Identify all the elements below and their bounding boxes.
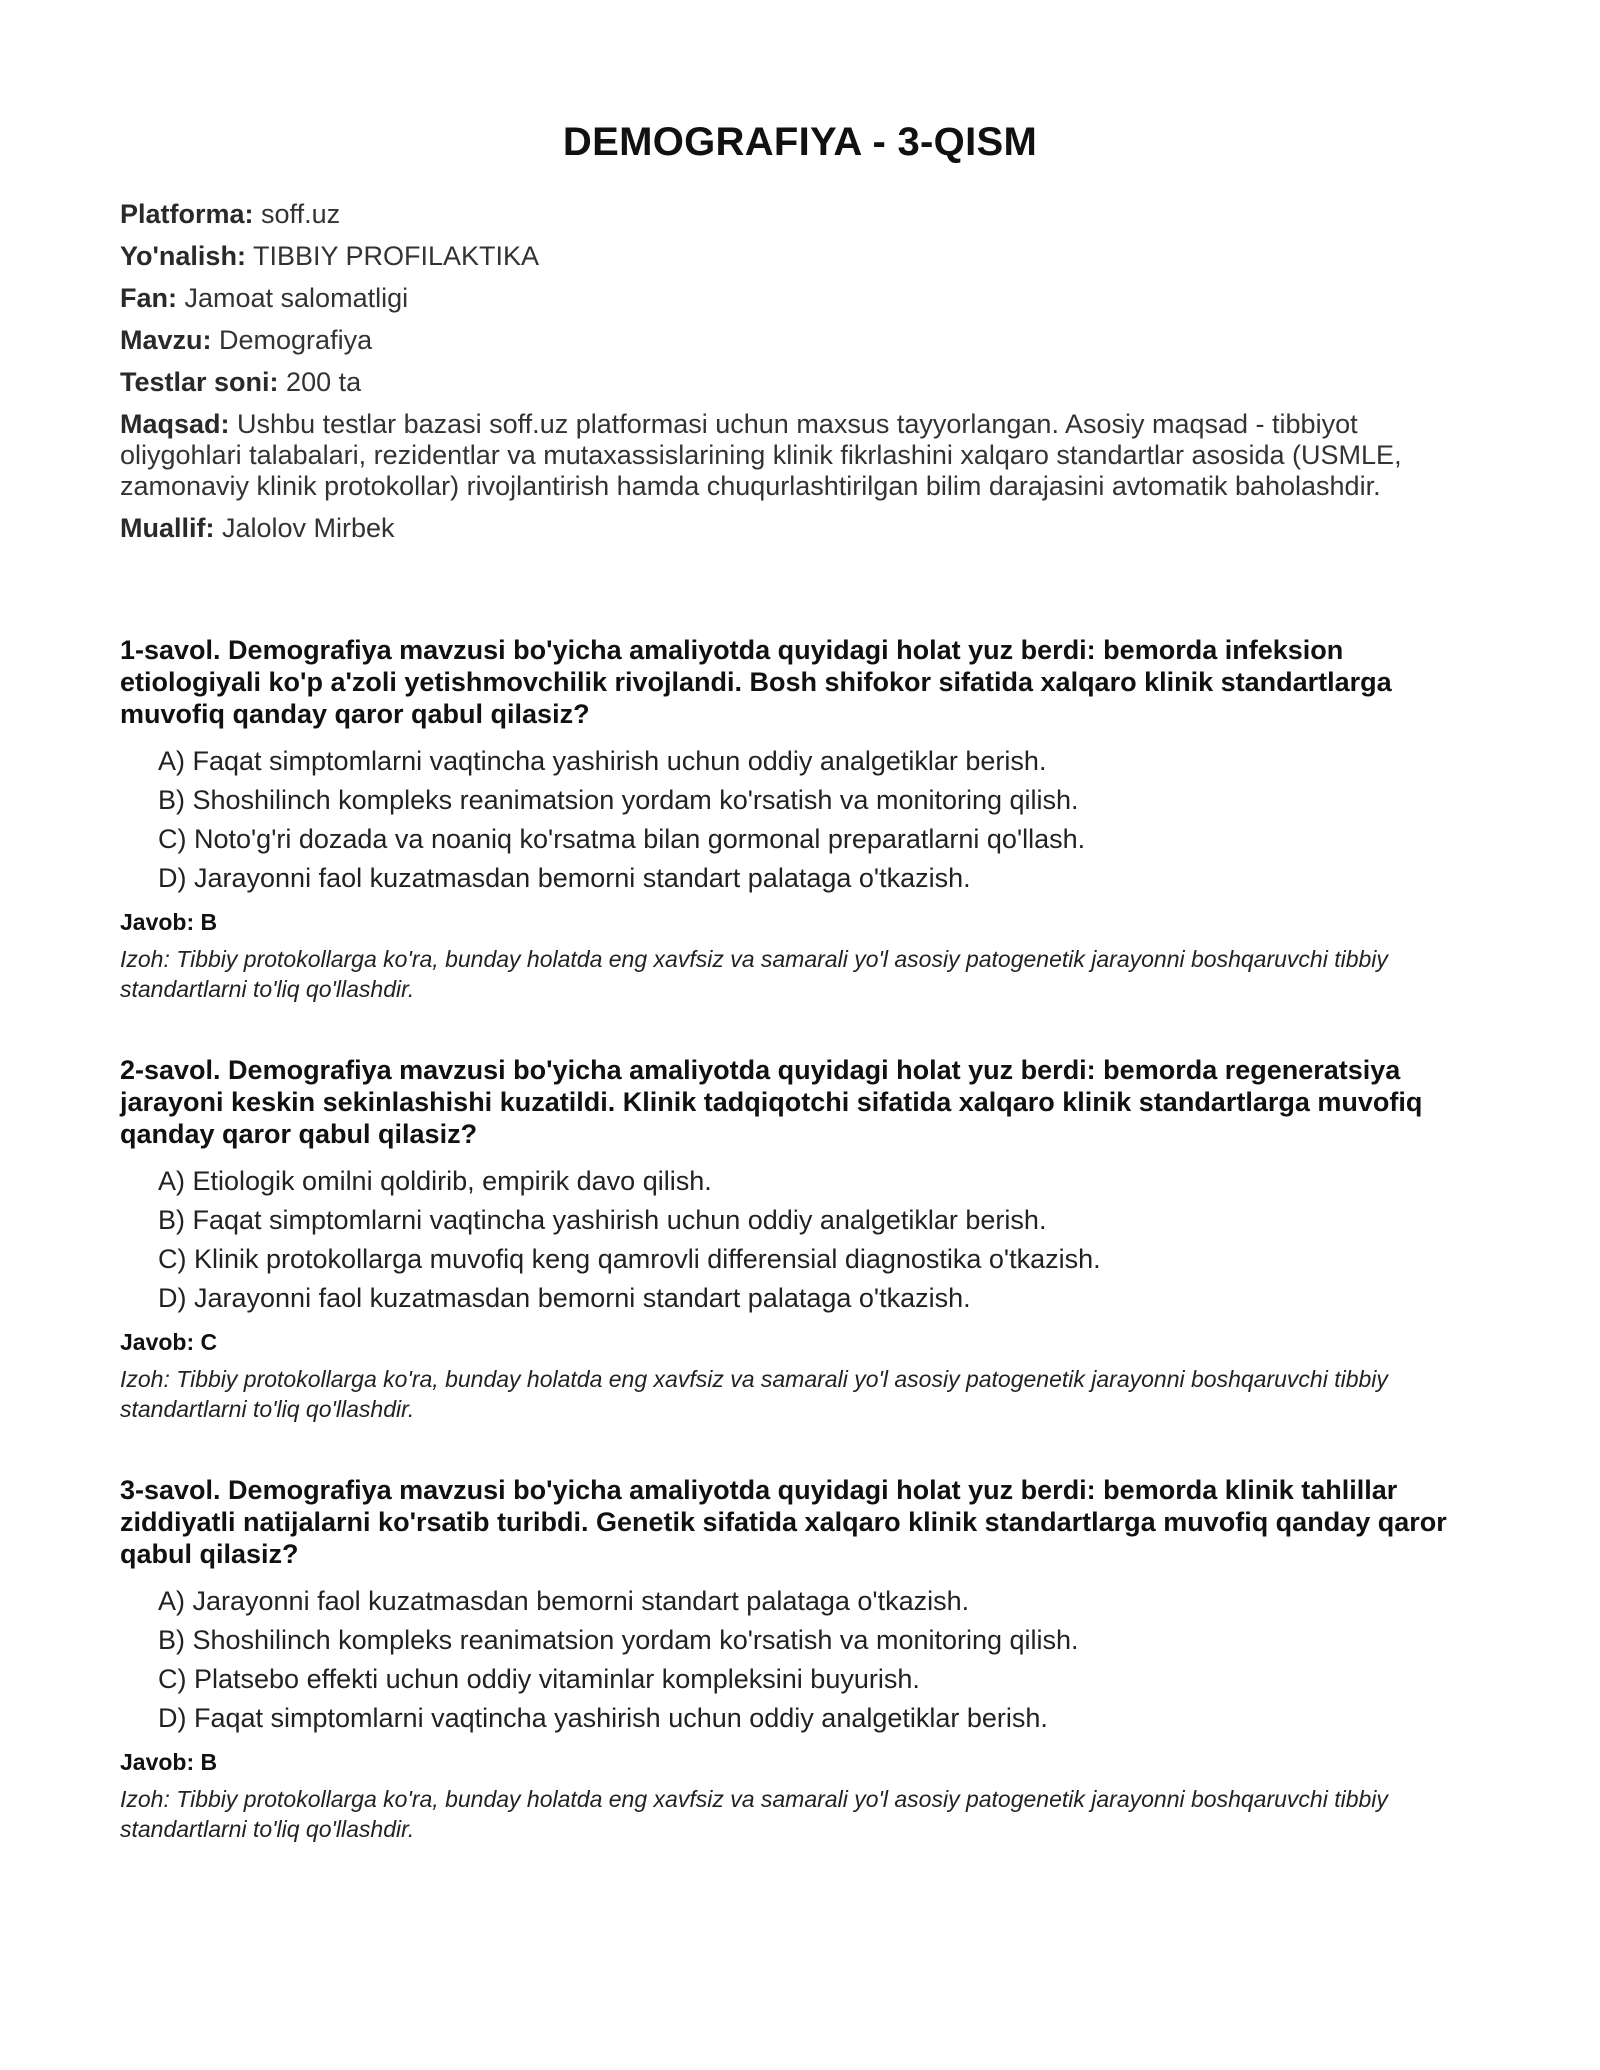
- question-2: [120, 1054, 1480, 1424]
- meta-author: [120, 513, 1480, 544]
- answer-option-b: B) Faqat simptomlarni vaqtincha yashirish uchun oddiy analgetiklar berish.: [158, 1205, 1047, 1235]
- question-text: 1-savol. Demografiya mavzusi bo'yicha amaliyotda quyidagi holat yuz berdi: bemorda infeksion etiologiyali ko'p a'zoli yetishmovchilik rivojlandi. Bosh shifokor sifatida xalqaro klinik standartlarga muvofiq qanday qaror qabul qilasiz?: [120, 635, 1392, 729]
- answer-options: [120, 1166, 1480, 1314]
- correct-answer: Javob: B: [120, 1749, 218, 1775]
- answer-option-d: D) Jarayonni faol kuzatmasdan bemorni standart palataga o'tkazish.: [158, 1283, 971, 1313]
- answer-option-b: B) Shoshilinch kompleks reanimatsion yordam ko'rsatish va monitoring qilish.: [158, 1625, 1079, 1655]
- meta-goal: [120, 409, 1460, 502]
- meta-test-count-label: Testlar soni:: [120, 367, 279, 397]
- meta-topic: [120, 325, 1480, 356]
- answer-explanation: Izoh: Tibbiy protokollarga ko'ra, bunday holatda eng xavfsiz va samarali yo'l asosiy patogenetik jarayonni boshqaruvchi tibbiy standartlarni to'liq qo'llashdir.: [120, 1786, 1388, 1842]
- meta-subject: [120, 283, 1480, 314]
- meta-platform-value: soff.uz: [253, 199, 341, 229]
- document-title: DEMOGRAFIYA - 3-QISM: [562, 120, 1038, 164]
- document-page: [120, 120, 1480, 1894]
- correct-answer: Javob: C: [120, 1329, 218, 1355]
- question-list: [120, 634, 1480, 1844]
- question-3: [120, 1474, 1480, 1844]
- answer-option-c: C) Klinik protokollarga muvofiq keng qamrovli differensial diagnostika o'tkazish.: [158, 1244, 1101, 1274]
- correct-answer: Javob: B: [120, 909, 218, 935]
- answer-explanation: Izoh: Tibbiy protokollarga ko'ra, bunday holatda eng xavfsiz va samarali yo'l asosiy patogenetik jarayonni boshqaruvchi tibbiy standartlarni to'liq qo'llashdir.: [120, 946, 1388, 1002]
- meta-test-count-value: 200 ta: [278, 367, 362, 397]
- meta-author-value: Jalolov Mirbek: [214, 513, 395, 543]
- meta-subject-label: Fan:: [120, 283, 177, 313]
- answer-options: [120, 1586, 1480, 1734]
- meta-direction-label: Yo'nalish:: [120, 241, 246, 271]
- answer-option-c: C) Platsebo effekti uchun oddiy vitaminlar kompleksini buyurish.: [158, 1664, 920, 1694]
- answer-option-c: C) Noto'g'ri dozada va noaniq ko'rsatma bilan gormonal preparatlarni qo'llash.: [158, 824, 1086, 854]
- answer-option-a: A) Faqat simptomlarni vaqtincha yashirish uchun oddiy analgetiklar berish.: [158, 746, 1047, 776]
- meta-test-count: [120, 367, 1480, 398]
- answer-option-a: A) Etiologik omilni qoldirib, empirik davo qilish.: [158, 1166, 712, 1196]
- document-meta: [120, 199, 1480, 544]
- meta-direction-value: TIBBIY PROFILAKTIKA: [245, 241, 540, 271]
- answer-option-d: D) Faqat simptomlarni vaqtincha yashirish uchun oddiy analgetiklar berish.: [158, 1703, 1048, 1733]
- meta-goal-value: Ushbu testlar bazasi soff.uz platformasi uchun maxsus tayyorlangan. Asosiy maqsad - tibbiyot oliygohlari talabalari, rezidentlar va mutaxassislarining klinik fikrlashini xalqaro standartlar asosida (USMLE, zamonaviy klinik protokollar) rivojlantirish hamda chuqurlashtirilgan bilim darajasini avtomatik baholashdir.: [120, 409, 1402, 501]
- meta-goal-label: Maqsad:: [120, 409, 230, 439]
- meta-platform: [120, 199, 1480, 230]
- meta-topic-value: Demografiya: [211, 325, 373, 355]
- answer-option-b: B) Shoshilinch kompleks reanimatsion yordam ko'rsatish va monitoring qilish.: [158, 785, 1079, 815]
- question-1: [120, 634, 1480, 1004]
- answer-options: [120, 746, 1480, 894]
- meta-topic-label: Mavzu:: [120, 325, 212, 355]
- answer-explanation: Izoh: Tibbiy protokollarga ko'ra, bunday holatda eng xavfsiz va samarali yo'l asosiy patogenetik jarayonni boshqaruvchi tibbiy standartlarni to'liq qo'llashdir.: [120, 1366, 1388, 1422]
- meta-platform-label: Platforma:: [120, 199, 254, 229]
- answer-option-a: A) Jarayonni faol kuzatmasdan bemorni standart palataga o'tkazish.: [158, 1586, 970, 1616]
- meta-direction: [120, 241, 1480, 272]
- answer-option-d: D) Jarayonni faol kuzatmasdan bemorni standart palataga o'tkazish.: [158, 863, 971, 893]
- meta-subject-value: Jamoat salomatligi: [177, 283, 409, 313]
- question-text: 2-savol. Demografiya mavzusi bo'yicha amaliyotda quyidagi holat yuz berdi: bemorda regeneratsiya jarayoni keskin sekinlashishi kuzatildi. Klinik tadqiqotchi sifatida xalqaro klinik standartlarga muvofiq qanday qaror qabul qilasiz?: [120, 1055, 1423, 1149]
- meta-author-label: Muallif:: [120, 513, 215, 543]
- question-text: 3-savol. Demografiya mavzusi bo'yicha amaliyotda quyidagi holat yuz berdi: bemorda klinik tahlillar ziddiyatli natijalarni ko'rsatib turibdi. Genetik sifatida xalqaro klinik standartlarga muvofiq qanday qaror qabul qilasiz?: [120, 1475, 1447, 1569]
